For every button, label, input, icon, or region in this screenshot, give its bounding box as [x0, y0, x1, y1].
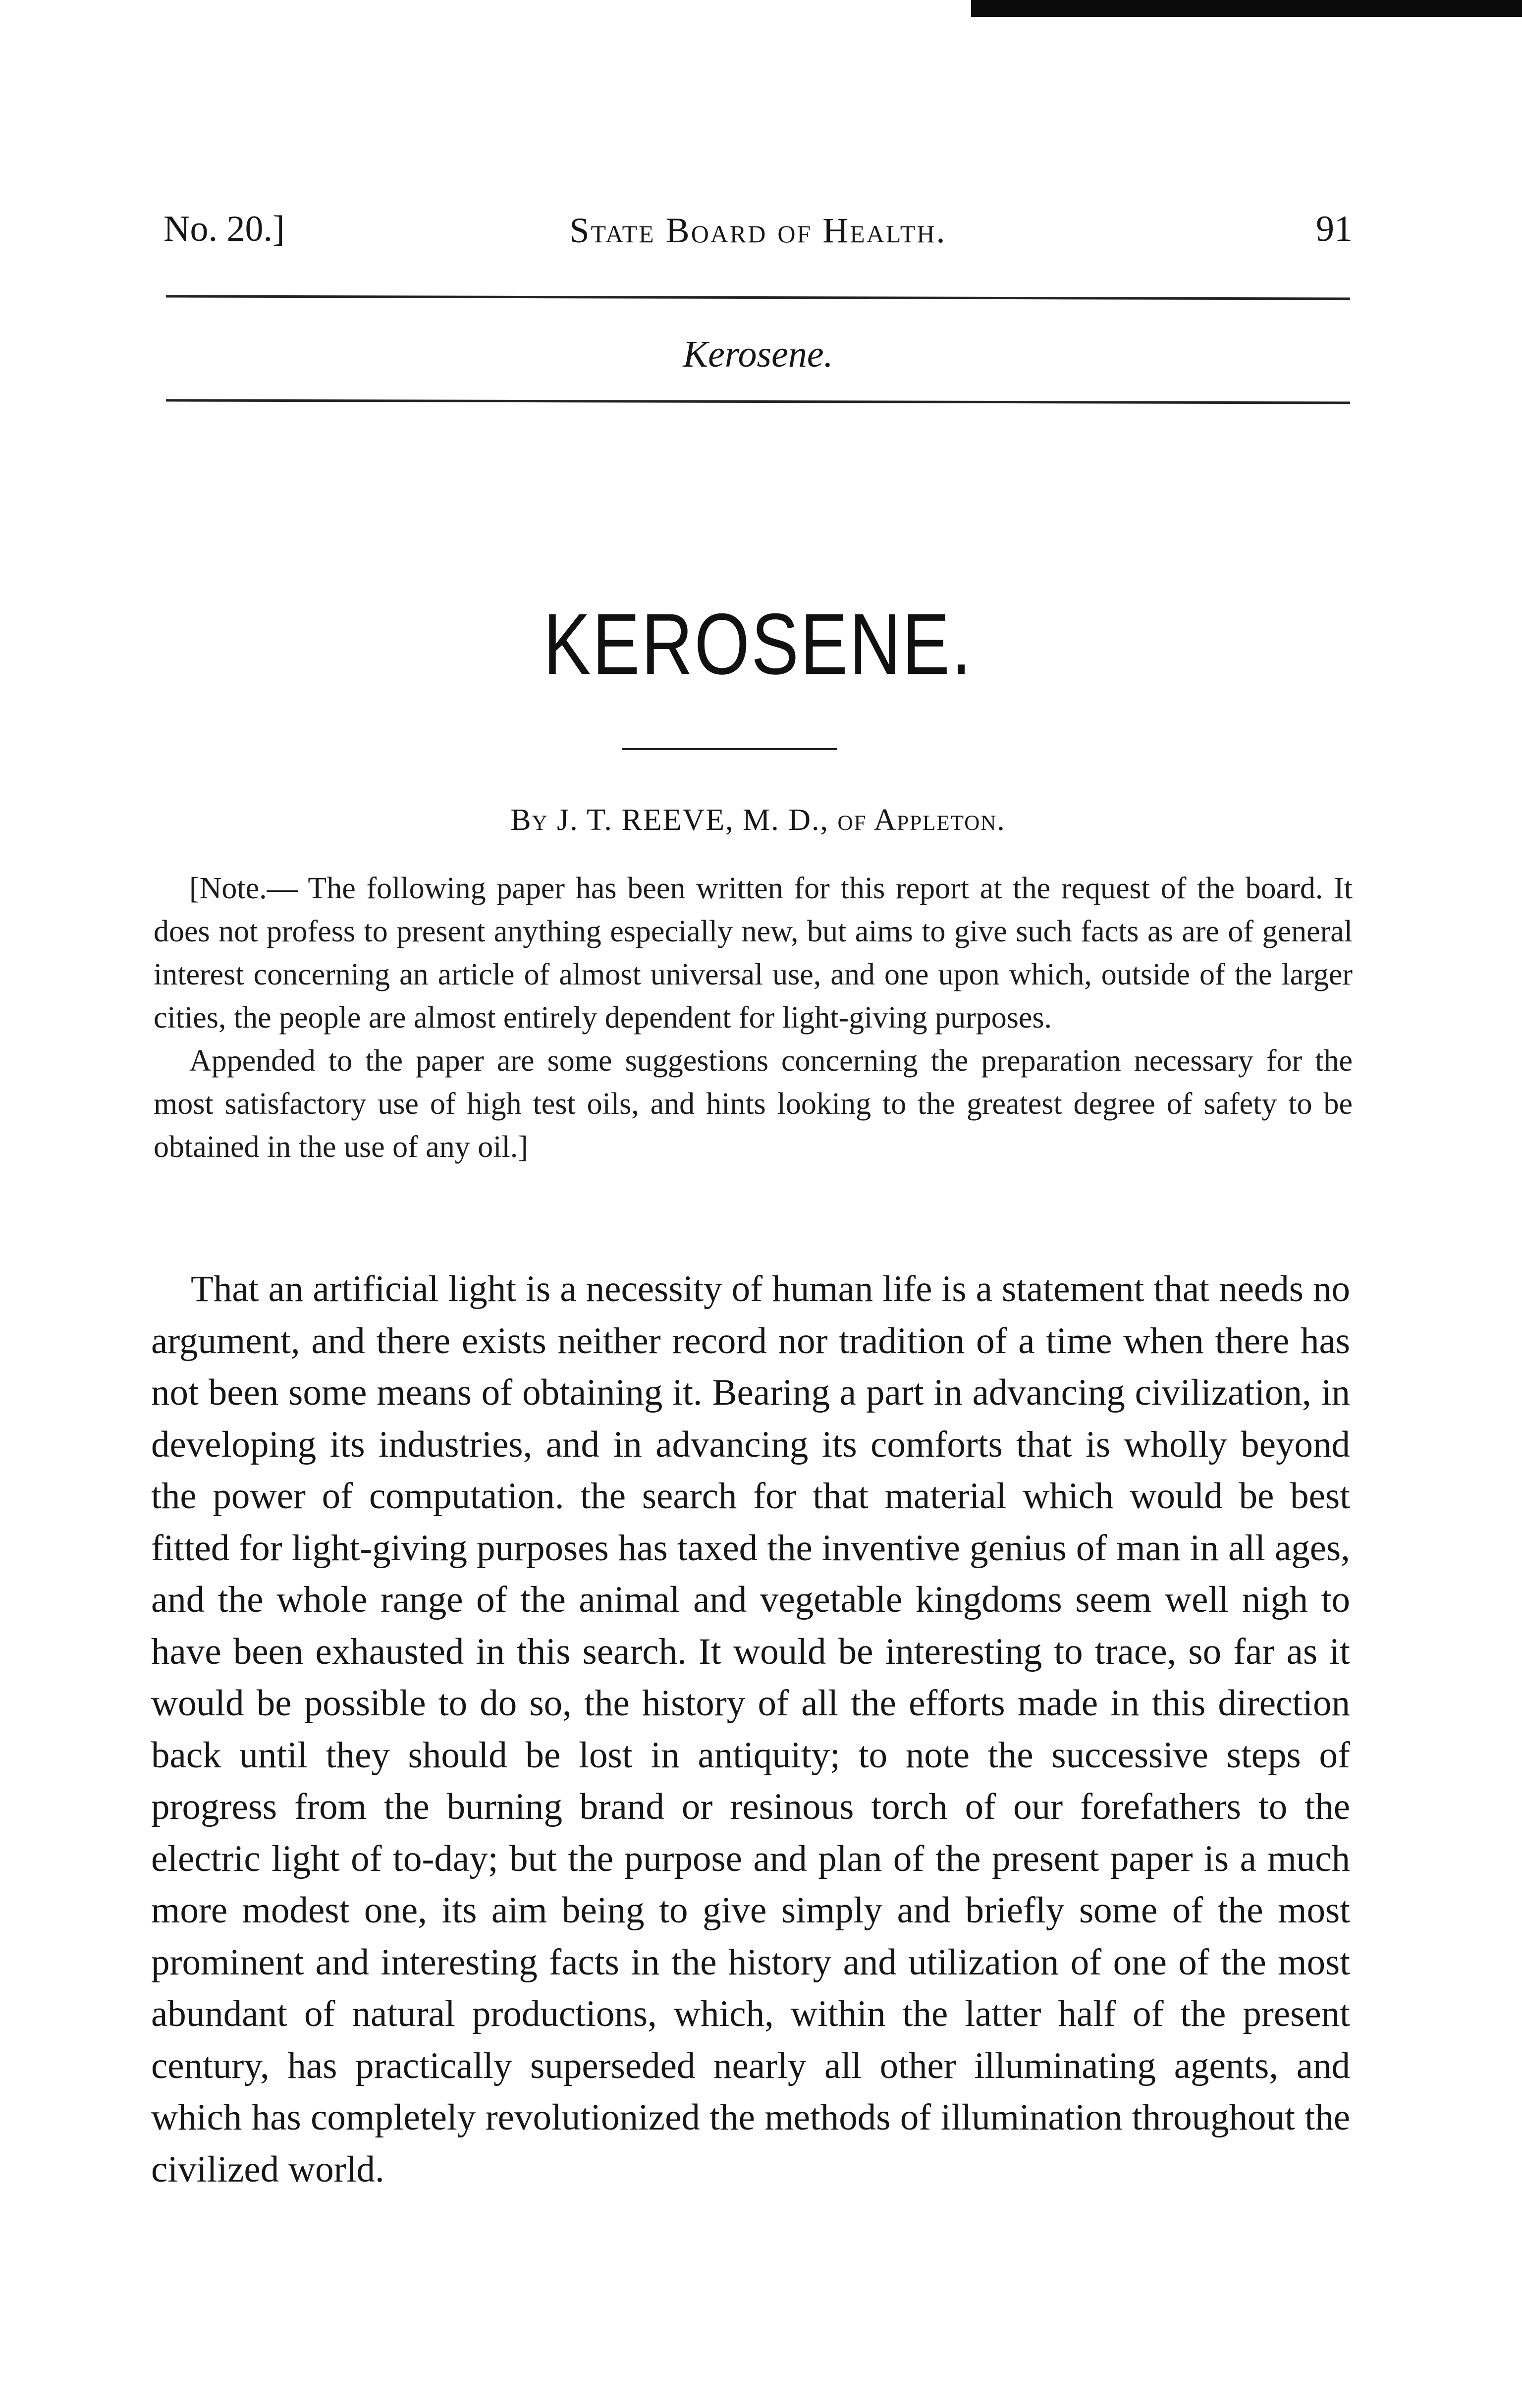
- report-number: No. 20.]: [163, 209, 285, 249]
- section-label: Kerosene.: [683, 333, 833, 375]
- article-title: KEROSENE.: [543, 596, 973, 693]
- running-head: [163, 208, 1353, 268]
- article-body: [151, 1263, 1350, 2195]
- header-rule-bottom: [166, 399, 1350, 404]
- note-paragraph: [Note.— The following paper has been written for this report at the request of the board. It does not profess to present anything especially new, but aims to give such facts as are of general interest concerning an article of almost universal use, and one upon which, outside of the larger cities, the people are almost entirely dependent for light-giving purposes.: [154, 872, 1353, 1035]
- page-number: 91: [1316, 209, 1353, 249]
- scan-edge-bar: [971, 0, 1522, 17]
- body-paragraph: That an artificial light is a necessity of human life is a statement that needs no argument, and there exists neither record nor tradition of a time when there has not been some means of obtaining it. Bearing a part in advancing civilization, in developing its industries, and in advancing its comforts that is wholly beyond the power of computation. the search for that material which would be best fitted for light-giving purposes has taxed the inventive genius of man in all ages, and the whole range of the animal and vegetable kingdoms seem well nigh to have been exhausted in this search. It would be interesting to trace, so far as it would be possible to do so, the history of all the efforts made in this direction back until they should be lost in antiquity; to note the successive steps of progress from the burning brand or resinous torch of our forefathers to the electric light of to-day; but the purpose and plan of the present paper is a much more modest one, its aim being to give simply and briefly some of the most prominent and interesting facts in the history and utilization of one of the most abundant of natural productions, which, within the latter half of the present century, has practically superseded nearly all other illuminating agents, and which has completely revolutionized the methods of illumination throughout the civilized world.: [151, 1268, 1350, 2190]
- author-byline: By J. T. REEVE, M. D., of Appleton.: [510, 803, 1006, 837]
- title-rule: [622, 748, 837, 750]
- running-head-title: State Board of Health.: [569, 211, 947, 250]
- note-paragraph: Appended to the paper are some suggestions concerning the preparation necessary for the most satisfactory use of high test oils, and hints looking to the greatest degree of safety to be obtained in the use of any oil.]: [154, 1044, 1353, 1164]
- header-rule-top: [166, 295, 1350, 300]
- editor-note: [154, 867, 1353, 1169]
